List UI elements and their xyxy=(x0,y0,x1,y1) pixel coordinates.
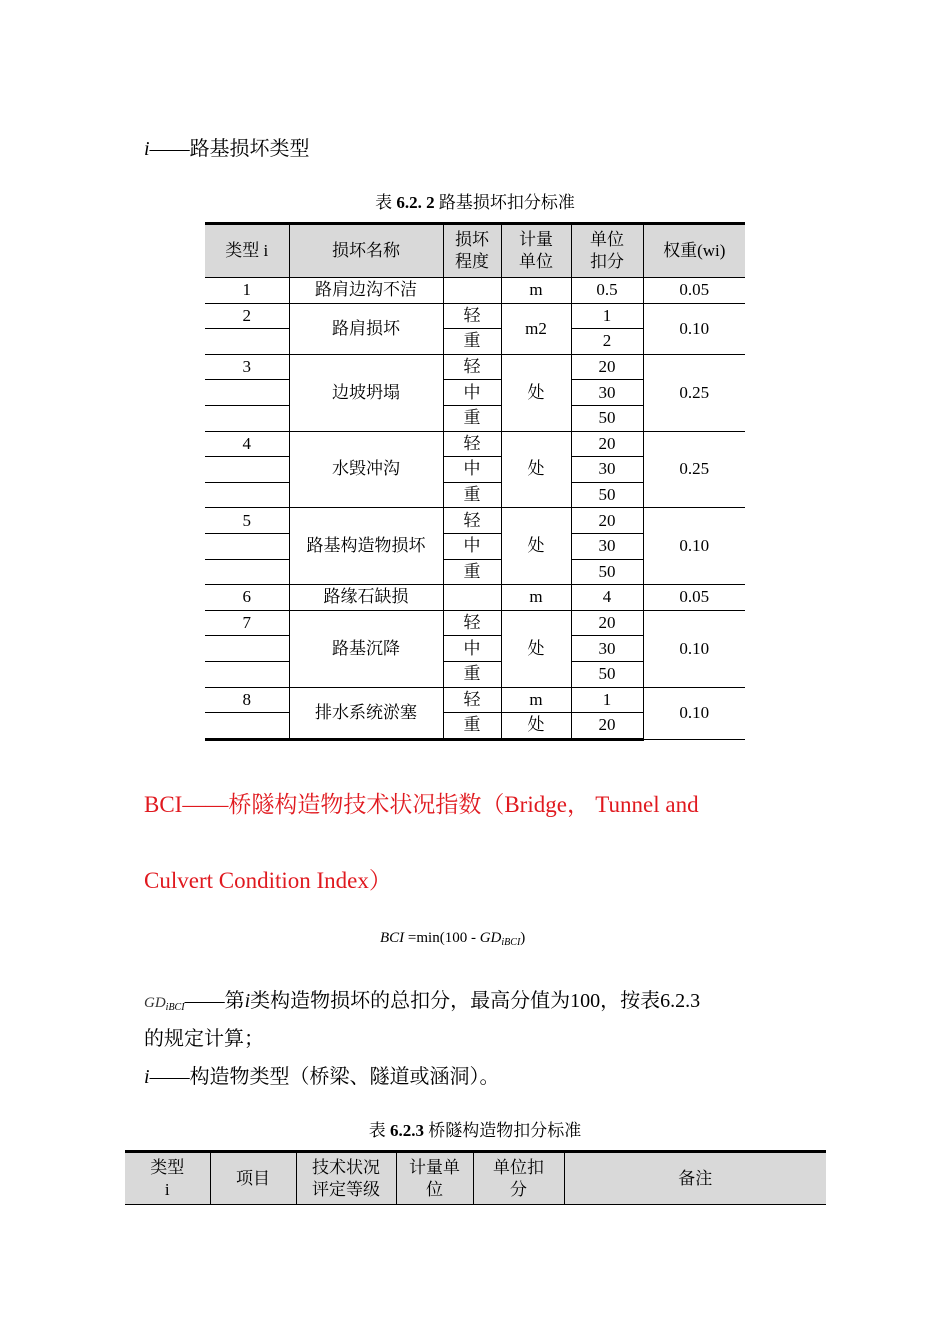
type-cell: 5 xyxy=(205,508,289,534)
weight-cell: 0.05 xyxy=(643,585,745,611)
table-row xyxy=(205,278,745,304)
weight-cell: 0.25 xyxy=(643,354,745,431)
roadbed-deduction-table-container xyxy=(205,222,745,741)
header-cell: 类型 i xyxy=(205,224,289,278)
type-cell: 2 xyxy=(205,303,289,329)
score-cell: 20 xyxy=(571,354,643,380)
weight-cell: 0.10 xyxy=(643,610,745,687)
weight-cell: 0.25 xyxy=(643,431,745,508)
header-cell: 损坏名称 xyxy=(289,224,443,278)
weight-cell: 0.10 xyxy=(643,508,745,585)
table-row xyxy=(205,610,745,636)
bci-formula: BCI $=\min(100 - GD_{iBCI})$ xyxy=(380,930,526,948)
table-row xyxy=(205,431,745,457)
score-cell: 50 xyxy=(571,482,643,508)
degree-cell: 轻 xyxy=(443,303,501,329)
type-cell xyxy=(205,559,289,585)
damage-name-cell: 路肩边沟不洁 xyxy=(289,278,443,304)
header-cell: 权重(wi) xyxy=(643,224,745,278)
header-cell: 计量单 位 xyxy=(396,1152,473,1205)
score-cell: 1 xyxy=(571,687,643,713)
roadbed-type-definition xyxy=(144,136,310,162)
degree-cell: 轻 xyxy=(443,354,501,380)
type-cell xyxy=(205,533,289,559)
weight-cell: 0.05 xyxy=(643,278,745,304)
degree-cell: 轻 xyxy=(443,431,501,457)
score-cell: 20 xyxy=(571,610,643,636)
degree-cell: 中 xyxy=(443,380,501,406)
gd-definition-line1: $GD_{iBCI}——$第i类构造物损坏的总扣分，最高分值为100，按表6.2.3 xyxy=(144,990,701,1013)
damage-name-cell: 路肩损坏 xyxy=(289,303,443,354)
structure-deduction-table xyxy=(125,1150,826,1205)
degree-cell: 中 xyxy=(443,457,501,483)
degree-cell: 中 xyxy=(443,636,501,662)
type-cell xyxy=(205,329,289,355)
type-cell: 3 xyxy=(205,354,289,380)
definition-text: ——路基损坏类型 xyxy=(149,138,310,160)
unit-cell: 处 xyxy=(501,713,571,740)
unit-cell: 处 xyxy=(501,508,571,585)
type-cell xyxy=(205,636,289,662)
degree-cell: 重 xyxy=(443,661,501,687)
unit-cell: m2 xyxy=(501,303,571,354)
unit-cell: m xyxy=(501,278,571,304)
type-cell: 4 xyxy=(205,431,289,457)
unit-cell: m xyxy=(501,687,571,713)
degree-cell xyxy=(443,278,501,304)
type-cell xyxy=(205,661,289,687)
score-cell: 0.5 xyxy=(571,278,643,304)
unit-cell: m xyxy=(501,585,571,611)
table2-caption: 表 6.2.3 桥隧构造物扣分标准 xyxy=(368,1121,582,1140)
score-cell: 1 xyxy=(571,303,643,329)
bci-heading-line1: BCI——桥隧构造物技术状况指数（Bridge， Tunnel and xyxy=(144,792,699,817)
weight-cell: 0.10 xyxy=(643,303,745,354)
degree-cell: 轻 xyxy=(443,508,501,534)
score-cell: 4 xyxy=(571,585,643,611)
table1-caption: 表 6.2. 2 路基损坏扣分标准 xyxy=(375,193,575,212)
weight-cell: 0.10 xyxy=(643,687,745,739)
degree-cell: 中 xyxy=(443,533,501,559)
score-cell: 50 xyxy=(571,559,643,585)
degree-cell xyxy=(443,585,501,611)
header-cell: 备注 xyxy=(564,1152,826,1205)
damage-name-cell: 路缘石缺损 xyxy=(289,585,443,611)
table-row xyxy=(205,687,745,713)
type-cell: 6 xyxy=(205,585,289,611)
type-cell xyxy=(205,380,289,406)
table-number: 6.2. 2 xyxy=(396,193,435,212)
structure-type-definition: i——构造物类型（桥梁、隧道或涵洞）。 xyxy=(144,1066,500,1088)
score-cell: 20 xyxy=(571,713,643,740)
damage-name-cell: 边坡坍塌 xyxy=(289,354,443,431)
type-cell xyxy=(205,713,289,740)
score-cell: 30 xyxy=(571,457,643,483)
table-row xyxy=(205,508,745,534)
header-cell: 计量 单位 xyxy=(501,224,571,278)
degree-cell: 轻 xyxy=(443,687,501,713)
table-row xyxy=(205,303,745,329)
score-cell: 20 xyxy=(571,431,643,457)
header-cell: 技术状况 评定等级 xyxy=(296,1152,396,1205)
type-cell: 7 xyxy=(205,610,289,636)
score-cell: 20 xyxy=(571,508,643,534)
degree-cell: 重 xyxy=(443,405,501,431)
damage-name-cell: 排水系统淤塞 xyxy=(289,687,443,739)
degree-cell: 重 xyxy=(443,329,501,355)
header-cell: 类型 i xyxy=(125,1152,210,1205)
degree-cell: 重 xyxy=(443,482,501,508)
unit-cell: 处 xyxy=(501,354,571,431)
score-cell: 30 xyxy=(571,533,643,559)
type-cell xyxy=(205,482,289,508)
score-cell: 50 xyxy=(571,661,643,687)
score-cell: 30 xyxy=(571,380,643,406)
header-cell: 单位扣 分 xyxy=(473,1152,564,1205)
unit-cell: 处 xyxy=(501,431,571,508)
header-cell: 单位 扣分 xyxy=(571,224,643,278)
header-cell: 损坏 程度 xyxy=(443,224,501,278)
type-cell: 8 xyxy=(205,687,289,713)
roadbed-deduction-table xyxy=(205,222,745,741)
degree-cell: 重 xyxy=(443,713,501,740)
type-cell xyxy=(205,457,289,483)
table-row xyxy=(205,585,745,611)
degree-cell: 轻 xyxy=(443,610,501,636)
gd-definition-line2: 的规定计算； xyxy=(144,1028,264,1050)
type-cell xyxy=(205,405,289,431)
damage-name-cell: 水毁冲沟 xyxy=(289,431,443,508)
table-row xyxy=(205,354,745,380)
score-cell: 30 xyxy=(571,636,643,662)
score-cell: 2 xyxy=(571,329,643,355)
type-cell: 1 xyxy=(205,278,289,304)
damage-name-cell: 路基沉降 xyxy=(289,610,443,687)
var-i: i xyxy=(144,138,150,160)
score-cell: 50 xyxy=(571,405,643,431)
structure-deduction-table-container xyxy=(125,1150,826,1205)
bci-heading-line2: Culvert Condition Index） xyxy=(144,868,392,893)
damage-name-cell: 路基构造物损坏 xyxy=(289,508,443,585)
header-cell: 项目 xyxy=(210,1152,296,1205)
unit-cell: 处 xyxy=(501,610,571,687)
degree-cell: 重 xyxy=(443,559,501,585)
